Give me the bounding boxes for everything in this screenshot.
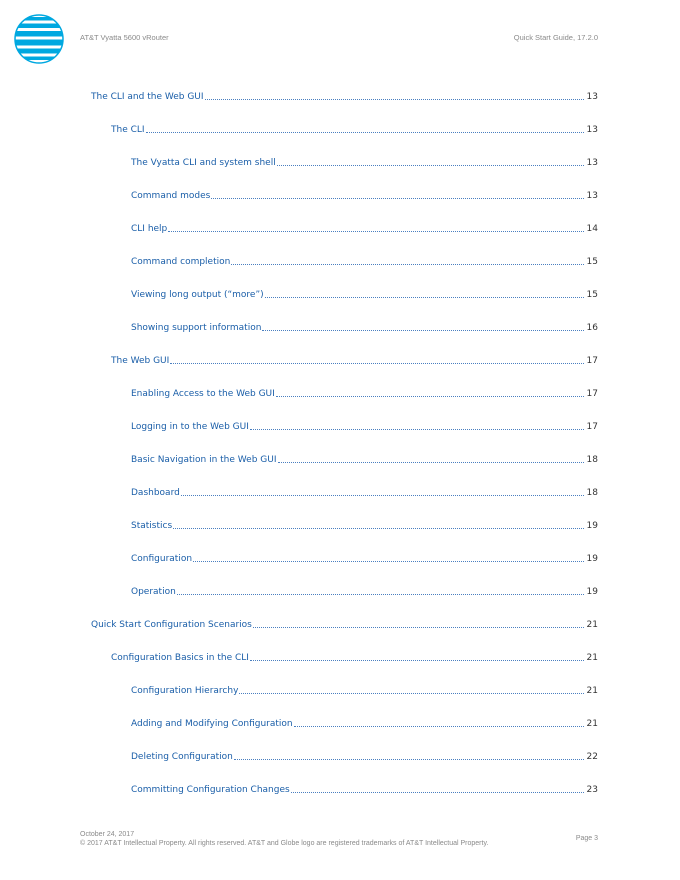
toc-entry-title: Quick Start Configuration Scenarios (91, 620, 252, 630)
toc-entry-title: Adding and Modifying Configuration (131, 719, 293, 729)
toc-entry-page: 19 (586, 554, 598, 564)
toc-entry[interactable] (131, 188, 598, 202)
toc-dot-leader (265, 297, 584, 298)
toc-entry[interactable] (111, 650, 598, 664)
toc-dot-leader (181, 495, 584, 496)
toc-dot-leader (278, 462, 584, 463)
toc-entry[interactable] (131, 518, 598, 532)
toc-entry-title: Logging in to the Web GUI (131, 422, 249, 432)
toc-entry-title: Showing support information (131, 323, 262, 333)
toc-entry-page: 18 (586, 488, 598, 498)
toc-entry-title: Command modes (131, 191, 211, 201)
toc-entry[interactable] (131, 551, 598, 565)
toc-entry-page: 13 (586, 191, 598, 201)
toc-dot-leader (211, 198, 583, 199)
toc-entry-title: Configuration Basics in the CLI (111, 653, 249, 663)
toc-entry-title: The Vyatta CLI and system shell (131, 158, 276, 168)
toc-entry[interactable] (131, 419, 598, 433)
toc-entry[interactable] (131, 716, 598, 730)
toc-entry-page: 21 (586, 620, 598, 630)
toc-entry-page: 13 (586, 158, 598, 168)
toc-entry[interactable] (131, 221, 598, 235)
toc-entry-page: 17 (586, 422, 598, 432)
footer-date: October 24, 2017 (80, 831, 135, 838)
toc-entry-page: 17 (586, 389, 598, 399)
toc-dot-leader (294, 726, 584, 727)
toc-dot-leader (253, 627, 584, 628)
toc-entry-title: Committing Configuration Changes (131, 785, 290, 795)
toc-entry-title: Deleting Configuration (131, 752, 233, 762)
toc-dot-leader (177, 594, 584, 595)
toc-entry-title: Dashboard (131, 488, 180, 498)
toc-entry[interactable] (131, 287, 598, 301)
toc-entry-title: The CLI (111, 125, 145, 135)
toc-entry[interactable] (131, 320, 598, 334)
toc-dot-leader (231, 264, 583, 265)
toc-entry[interactable] (111, 353, 598, 367)
toc-dot-leader (205, 99, 584, 100)
toc-entry[interactable] (131, 584, 598, 598)
toc-dot-leader (262, 330, 583, 331)
toc-dot-leader (276, 396, 584, 397)
toc-dot-leader (173, 528, 583, 529)
toc-entry[interactable] (131, 386, 598, 400)
toc-entry-title: Basic Navigation in the Web GUI (131, 455, 277, 465)
toc-entry-page: 22 (586, 752, 598, 762)
toc-dot-leader (250, 660, 584, 661)
toc-entry[interactable] (131, 155, 598, 169)
toc-dot-leader (239, 693, 583, 694)
toc-entry-title: Viewing long output (“more”) (131, 290, 264, 300)
toc-entry-page: 16 (586, 323, 598, 333)
toc-entry-page: 15 (586, 257, 598, 267)
toc-entry-title: Statistics (131, 521, 173, 531)
toc-entry[interactable] (131, 683, 598, 697)
toc-dot-leader (146, 132, 584, 133)
footer-page-number: Page 3 (575, 835, 598, 842)
header-guide-version: Quick Start Guide, 17.2.0 (513, 33, 598, 42)
toc-dot-leader (234, 759, 584, 760)
toc-entry-page: 15 (586, 290, 598, 300)
toc-entry-title: Configuration (131, 554, 193, 564)
att-globe-icon (14, 14, 64, 64)
toc-entry-title: The CLI and the Web GUI (91, 92, 204, 102)
toc-dot-leader (168, 231, 583, 232)
toc-entry-title: Operation (131, 587, 176, 597)
toc-entry-title: The Web GUI (111, 356, 170, 366)
toc-entry[interactable] (131, 782, 598, 796)
toc-entry-page: 18 (586, 455, 598, 465)
toc-dot-leader (193, 561, 584, 562)
toc-entry[interactable] (91, 617, 598, 631)
toc-entry-page: 21 (586, 686, 598, 696)
footer-copyright: © 2017 AT&T Intellectual Property. All rights reserved. AT&T and Globe logo are registered trademarks of AT&T Intellectual Property. (80, 840, 489, 847)
toc-entry-page: 13 (586, 125, 598, 135)
toc-entry-page: 14 (586, 224, 598, 234)
toc-entry[interactable] (131, 452, 598, 466)
toc-dot-leader (291, 792, 584, 793)
toc-entry[interactable] (131, 485, 598, 499)
toc-entry-page: 17 (586, 356, 598, 366)
toc-entry[interactable] (91, 89, 598, 103)
toc-entry-title: Configuration Hierarchy (131, 686, 239, 696)
toc-dot-leader (170, 363, 583, 364)
toc-entry-page: 23 (586, 785, 598, 795)
toc-entry-page: 21 (586, 719, 598, 729)
toc-entry-page: 13 (586, 92, 598, 102)
toc-entry-page: 19 (586, 521, 598, 531)
toc-entry-title: Command completion (131, 257, 231, 267)
header-document-title: AT&T Vyatta 5600 vRouter (80, 33, 169, 42)
toc-entry-page: 19 (586, 587, 598, 597)
toc-entry-title: Enabling Access to the Web GUI (131, 389, 275, 399)
toc-entry[interactable] (131, 254, 598, 268)
toc-entry[interactable] (111, 122, 598, 136)
toc-entry-title: CLI help (131, 224, 168, 234)
toc-entry-page: 21 (586, 653, 598, 663)
toc-dot-leader (277, 165, 584, 166)
toc-entry[interactable] (131, 749, 598, 763)
toc-dot-leader (250, 429, 584, 430)
